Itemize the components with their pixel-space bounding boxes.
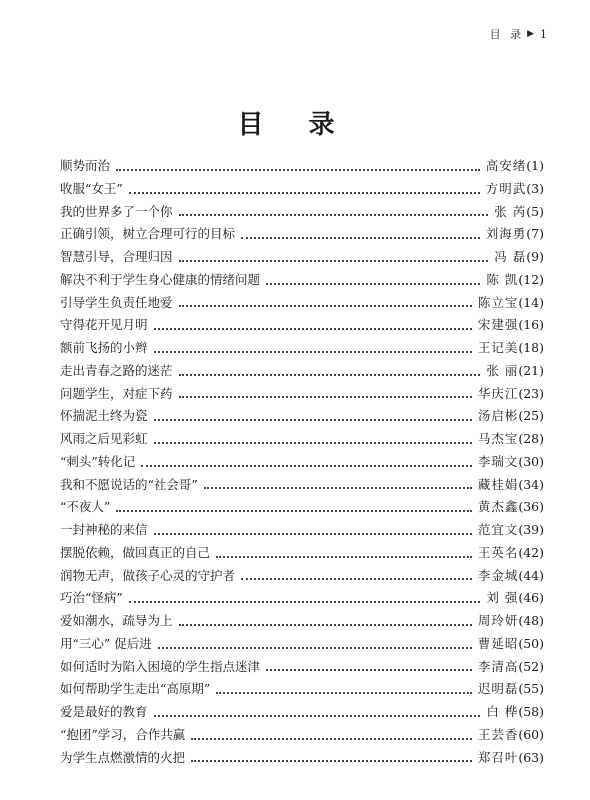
- toc-entry-page: (5): [526, 203, 544, 219]
- toc-entry-page: (1): [526, 158, 544, 174]
- toc-entry-title: 我的世界多了一个你: [60, 203, 173, 219]
- toc-entry-author: 刘海勇: [485, 226, 527, 242]
- toc-entry-page: (36): [518, 499, 544, 515]
- dot-leader: [154, 714, 481, 717]
- toc-entry[interactable]: [60, 656, 544, 679]
- toc-entry[interactable]: [60, 565, 544, 588]
- toc-entry-title: 爱如潮水，疏导为上: [60, 613, 173, 629]
- toc-entry[interactable]: [60, 292, 544, 315]
- toc-entry-page: (39): [518, 522, 544, 538]
- toc-entry-title: 如何适时为陷入困境的学生指点迷津: [60, 658, 261, 674]
- toc-entry-author: 王芸香: [477, 726, 519, 742]
- toc-entry[interactable]: [60, 542, 544, 565]
- toc-entry-page: (63): [518, 749, 544, 765]
- toc-entry-page: (55): [518, 681, 544, 697]
- toc-entry-title: 引导学生负责任地爱: [60, 294, 173, 310]
- toc-entry-title: 风雨之后见彩虹: [60, 431, 148, 447]
- toc-entry-page: (21): [518, 362, 544, 378]
- toc-entry[interactable]: [60, 405, 544, 428]
- dot-leader: [179, 373, 481, 376]
- dot-leader: [216, 691, 472, 694]
- page-number: 1: [540, 27, 550, 41]
- toc-entry-page: (46): [518, 590, 544, 606]
- toc-entry-title: 守得花开见月明: [60, 317, 148, 333]
- toc-entry-title: 解决不利于学生身心健康的情绪问题: [60, 271, 261, 287]
- dot-leader: [241, 236, 480, 239]
- toc-entry[interactable]: [60, 360, 544, 383]
- toc-entry-title: 巧治“怪病”: [60, 590, 123, 606]
- toc-entry[interactable]: [60, 451, 544, 474]
- toc-entry-title: 一封神秘的来信: [60, 522, 148, 538]
- dot-leader: [154, 350, 472, 353]
- toc-entry-author: 王英名: [477, 544, 519, 560]
- toc-entry[interactable]: [60, 678, 544, 701]
- running-head-arrow-icon: ▶: [527, 29, 537, 39]
- toc-entry[interactable]: [60, 201, 544, 224]
- toc-entry[interactable]: [60, 337, 544, 360]
- toc-entry-title: 爱是最好的教育: [60, 704, 148, 720]
- toc-entry-author: 范宜文: [477, 522, 519, 538]
- dot-leader: [116, 168, 480, 171]
- table-of-contents: [60, 155, 544, 769]
- toc-entry-title: 顺势而治: [60, 158, 111, 174]
- toc-entry-author: 冯 磊: [494, 249, 527, 265]
- dot-leader: [158, 646, 472, 649]
- toc-entry-page: (9): [526, 249, 544, 265]
- toc-entry[interactable]: [60, 747, 544, 770]
- toc-entry-title: 走出青春之路的迷茫: [60, 362, 173, 378]
- toc-entry-author: 高安绪: [485, 158, 527, 174]
- toc-entry-author: 藏桂娟: [477, 476, 519, 492]
- toc-entry[interactable]: [60, 223, 544, 246]
- toc-entry-page: (58): [518, 704, 544, 720]
- toc-entry-author: 张 丽: [486, 362, 519, 378]
- toc-entry-page: (60): [518, 726, 544, 742]
- toc-entry-title: 用“三心” 促后进: [60, 635, 152, 651]
- toc-entry[interactable]: [60, 383, 544, 406]
- toc-entry[interactable]: [60, 155, 544, 178]
- toc-entry-author: 李清高: [477, 658, 519, 674]
- toc-entry-page: (23): [518, 385, 544, 401]
- toc-entry-author: 李金城: [477, 567, 519, 583]
- toc-entry[interactable]: [60, 519, 544, 542]
- toc-entry[interactable]: [60, 724, 544, 747]
- dot-leader: [204, 486, 472, 489]
- toc-entry-title: 如何帮助学生走出“高原期”: [60, 681, 211, 697]
- toc-entry-author: 王记美: [477, 340, 519, 356]
- toc-entry-title: 正确引领，树立合理可行的目标: [60, 226, 236, 242]
- dot-leader: [179, 213, 489, 216]
- toc-entry-author: 李瑞文: [477, 453, 519, 469]
- toc-entry[interactable]: [60, 428, 544, 451]
- toc-entry-author: 宋建强: [477, 317, 519, 333]
- dot-leader: [141, 464, 472, 467]
- toc-entry-author: 陈 凯: [486, 271, 519, 287]
- toc-entry[interactable]: [60, 178, 544, 201]
- toc-entry-page: (16): [518, 317, 544, 333]
- dot-leader: [154, 327, 472, 330]
- toc-entry-page: (48): [518, 613, 544, 629]
- toc-entry-author: 迟明磊: [477, 681, 519, 697]
- running-head: [490, 26, 550, 42]
- toc-entry-title: “刺头”转化记: [60, 453, 136, 469]
- dot-leader: [179, 623, 472, 626]
- toc-entry-page: (18): [518, 340, 544, 356]
- toc-entry-title: “抱团”学习，合作共赢: [60, 726, 186, 742]
- toc-entry-author: 华庆江: [477, 385, 519, 401]
- toc-entry-author: 张 芮: [494, 203, 527, 219]
- dot-leader: [179, 259, 489, 262]
- toc-entry-author: 郑召叶: [477, 749, 519, 765]
- toc-entry-title: “不夜人”: [60, 499, 111, 515]
- dot-leader: [129, 600, 481, 603]
- toc-entry-author: 白 桦: [486, 704, 519, 720]
- dot-leader: [216, 555, 472, 558]
- toc-entry-page: (50): [518, 635, 544, 651]
- page-title: 目 录: [237, 110, 353, 140]
- toc-entry-title: 收服“女王”: [60, 180, 123, 196]
- toc-entry-page: (34): [518, 476, 544, 492]
- toc-entry-title: 为学生点燃激情的火把: [60, 749, 186, 765]
- dot-leader: [129, 191, 480, 194]
- toc-entry-page: (12): [518, 271, 544, 287]
- dot-leader: [179, 395, 472, 398]
- running-head-label: 目 录: [489, 28, 525, 41]
- dot-leader: [154, 418, 472, 421]
- toc-entry[interactable]: [60, 610, 544, 633]
- toc-entry-page: (42): [518, 544, 544, 560]
- toc-entry-title: 润物无声，做孩子心灵的守护者: [60, 567, 236, 583]
- dot-leader: [241, 577, 472, 580]
- toc-entry[interactable]: [60, 474, 544, 497]
- toc-entry[interactable]: [60, 633, 544, 656]
- toc-entry-title: 额前飞扬的小辫: [60, 340, 148, 356]
- toc-entry[interactable]: [60, 701, 544, 724]
- dot-leader: [191, 759, 472, 762]
- dot-leader: [266, 668, 472, 671]
- toc-entry-page: (25): [518, 408, 544, 424]
- toc-entry-page: (30): [518, 453, 544, 469]
- toc-entry[interactable]: [60, 496, 544, 519]
- toc-entry-author: 马杰宝: [477, 431, 519, 447]
- toc-entry-page: (44): [518, 567, 544, 583]
- dot-leader: [154, 532, 472, 535]
- dot-leader: [116, 509, 472, 512]
- toc-entry-title: 怀揣泥土终为瓷: [60, 408, 148, 424]
- toc-entry-author: 黄杰鑫: [477, 499, 519, 515]
- toc-entry-title: 摆脱依赖，做回真正的自己: [60, 544, 211, 560]
- toc-entry[interactable]: [60, 246, 544, 269]
- dot-leader: [266, 282, 480, 285]
- toc-entry-author: 方明武: [485, 180, 527, 196]
- toc-entry-title: 问题学生，对症下药: [60, 385, 173, 401]
- toc-entry[interactable]: [60, 314, 544, 337]
- dot-leader: [191, 737, 472, 740]
- toc-entry-page: (3): [526, 180, 544, 196]
- dot-leader: [154, 441, 472, 444]
- toc-entry-author: 刘 强: [486, 590, 519, 606]
- toc-entry[interactable]: [60, 587, 544, 610]
- toc-entry-page: (7): [526, 226, 544, 242]
- toc-entry-author: 陈立宝: [477, 294, 519, 310]
- toc-entry-page: (28): [518, 431, 544, 447]
- toc-entry-author: 曹延昭: [477, 635, 519, 651]
- toc-entry-page: (14): [518, 294, 544, 310]
- dot-leader: [179, 304, 472, 307]
- toc-entry-author: 汤启彬: [477, 408, 519, 424]
- toc-entry-page: (52): [518, 658, 544, 674]
- toc-entry[interactable]: [60, 269, 544, 292]
- toc-entry-author: 周玲妍: [477, 613, 519, 629]
- toc-entry-title: 智慧引导，合理归因: [60, 249, 173, 265]
- toc-entry-title: 我和不愿说话的“社会哥”: [60, 476, 198, 492]
